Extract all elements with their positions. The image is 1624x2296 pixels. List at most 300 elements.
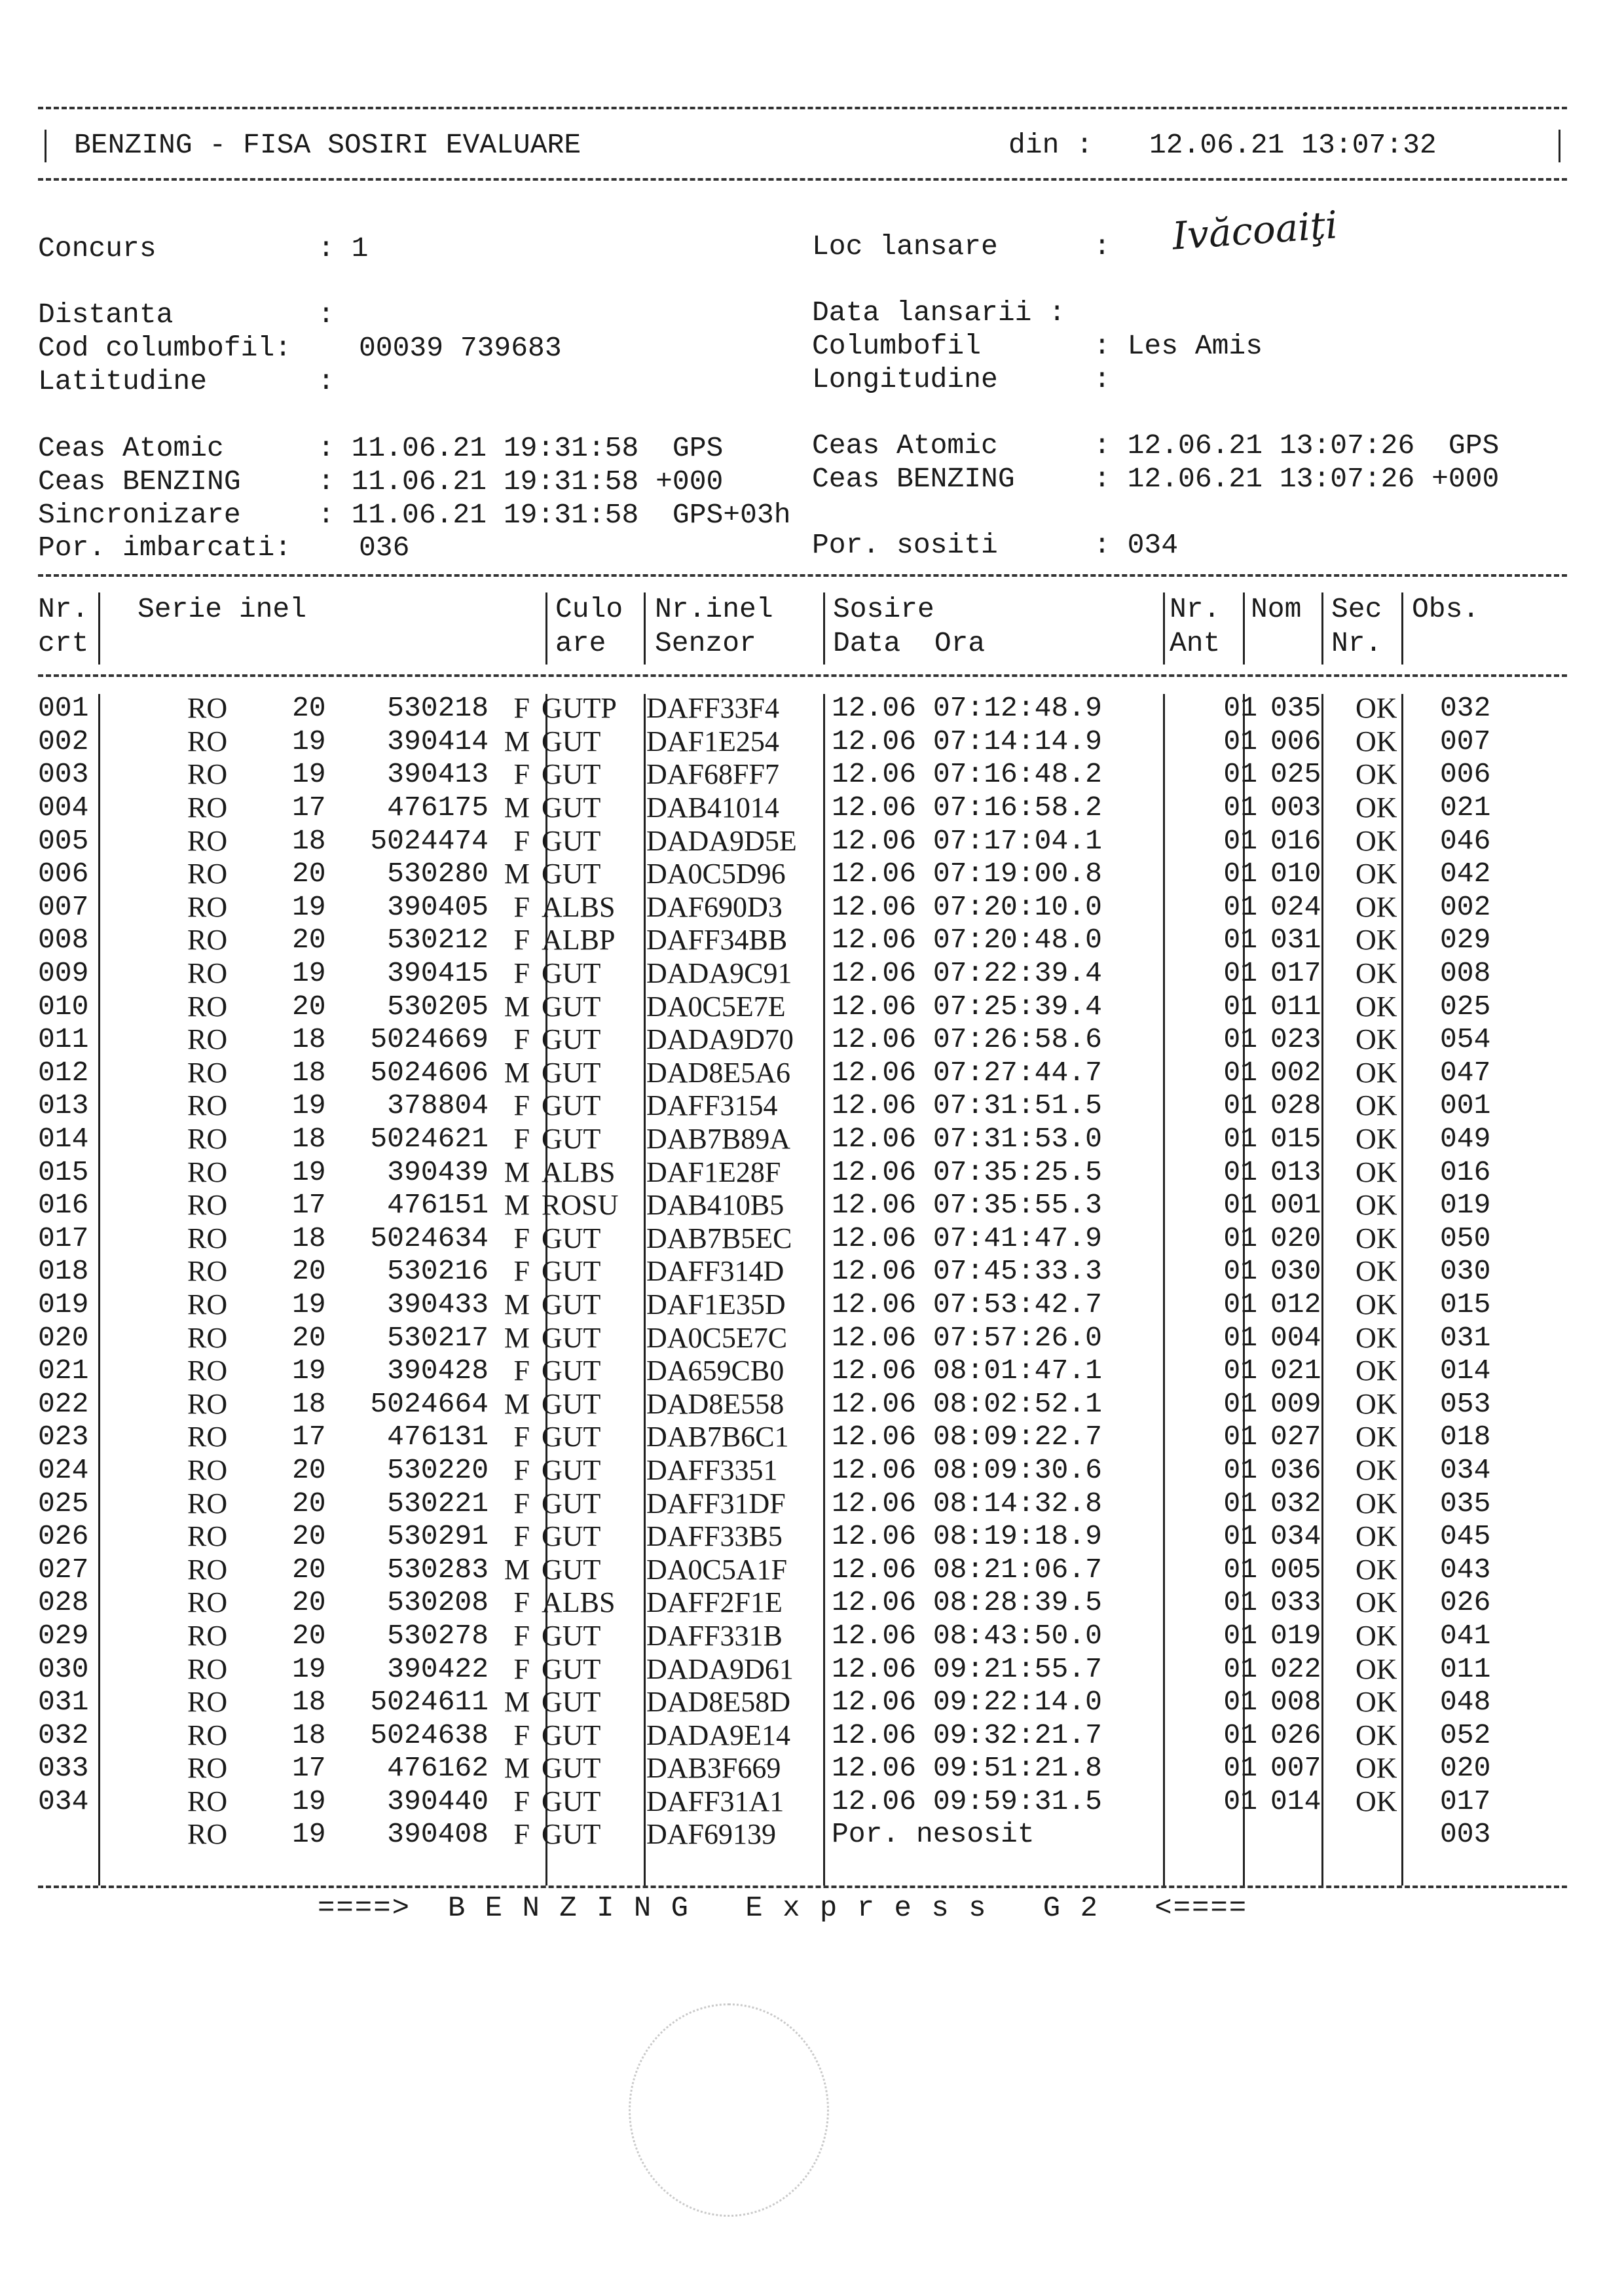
cell-cul: GUT <box>542 1619 601 1652</box>
cell-an: 20 <box>292 990 326 1023</box>
cell-tara: RO <box>187 824 228 857</box>
cell-sex: M <box>504 1553 530 1586</box>
header-right-bar <box>1559 130 1560 162</box>
cell-obs: 021 <box>1440 792 1491 824</box>
cell-senzor: DAD8E558 <box>646 1387 784 1420</box>
cell-an: 18 <box>292 824 326 857</box>
cell-cul: GUT <box>542 990 601 1023</box>
arrivals-table-body <box>38 692 1519 1851</box>
latitudine-label: Latitudine <box>38 365 208 397</box>
cell-nr: 004 <box>38 792 89 824</box>
cell-inel: 530291 <box>387 1520 489 1553</box>
table-row <box>38 1652 1519 1686</box>
cell-an: 19 <box>292 1818 326 1851</box>
cell-sosire: 12.06 09:32:21.7 <box>832 1719 1102 1751</box>
cell-senzor: DAF690D3 <box>646 890 783 923</box>
cell-obs: 002 <box>1440 890 1491 923</box>
table-row <box>38 1686 1519 1719</box>
cell-cul: GUT <box>542 858 601 890</box>
cell-an: 20 <box>292 1553 326 1586</box>
cell-sex: M <box>504 1686 530 1719</box>
col-culoare-line2: are <box>555 627 606 659</box>
cell-inel: 530283 <box>387 1553 489 1586</box>
cell-sec: OK <box>1356 1387 1397 1420</box>
cell-nom: 020 <box>1270 1222 1321 1254</box>
cell-obs: 054 <box>1440 1023 1491 1056</box>
table-bottom-rule <box>38 1886 1567 1888</box>
cell-sec: OK <box>1356 1421 1397 1453</box>
cell-obs: 018 <box>1440 1421 1491 1453</box>
cell-inel: 5024634 <box>370 1222 489 1254</box>
cell-an: 19 <box>292 1156 326 1188</box>
cell-cul: GUT <box>542 792 601 824</box>
col-ant-line2: Ant <box>1170 627 1221 659</box>
cell-obs: 043 <box>1440 1553 1491 1586</box>
cell-nom: 034 <box>1270 1520 1321 1553</box>
cell-ant: 01 <box>1223 1321 1257 1354</box>
cell-obs: 014 <box>1440 1355 1491 1387</box>
cell-sex: M <box>504 1156 530 1188</box>
cell-senzor: DA659CB0 <box>646 1355 784 1387</box>
cell-cul: GUT <box>542 1785 601 1817</box>
cell-sec: OK <box>1356 1089 1397 1122</box>
concurs-value: : 1 <box>318 232 369 264</box>
cell-cul: ALBS <box>542 1586 616 1619</box>
cell-obs: 046 <box>1440 824 1491 857</box>
cell-ant: 01 <box>1223 1553 1257 1586</box>
hdr-sep-2 <box>545 592 547 665</box>
longitudine-label: Longitudine <box>812 363 998 395</box>
cell-ant: 01 <box>1223 924 1257 957</box>
cell-sosire: 12.06 09:59:31.5 <box>832 1785 1102 1817</box>
cell-sec: OK <box>1356 1189 1397 1222</box>
table-row <box>38 1355 1519 1388</box>
footer-banner: ====> B E N Z I N G E x p r e s s G 2 <==== <box>318 1892 1248 1925</box>
cell-sosire: 12.06 07:20:48.0 <box>832 924 1102 957</box>
cell-an: 20 <box>292 858 326 890</box>
cell-sec: OK <box>1356 1355 1397 1387</box>
cell-ant: 01 <box>1223 792 1257 824</box>
cell-cul: GUT <box>542 1520 601 1553</box>
cell-tara: RO <box>187 725 228 757</box>
col-sec-line2: Nr. <box>1331 627 1382 659</box>
cell-cul: GUT <box>542 1686 601 1719</box>
longitudine-value: : <box>1094 363 1111 395</box>
table-row <box>38 1222 1519 1256</box>
cell-inel: 530212 <box>387 924 489 957</box>
table-row <box>38 1785 1519 1819</box>
cell-sosire: Por. nesosit <box>832 1818 1035 1851</box>
cell-obs: 041 <box>1440 1619 1491 1652</box>
cell-nom: 015 <box>1270 1123 1321 1156</box>
cell-nr: 018 <box>38 1255 89 1288</box>
cell-cul: ALBP <box>542 924 616 957</box>
cell-nr: 034 <box>38 1785 89 1817</box>
cell-nr: 013 <box>38 1089 89 1122</box>
cell-inel: 390422 <box>387 1652 489 1685</box>
report-date-label: din : <box>1008 129 1094 161</box>
cell-obs: 006 <box>1440 758 1491 791</box>
table-row <box>38 1487 1519 1520</box>
cell-sec: OK <box>1356 1023 1397 1056</box>
cell-tara: RO <box>187 1189 228 1222</box>
cell-senzor: DADA9D70 <box>646 1023 794 1056</box>
cell-an: 20 <box>292 1453 326 1486</box>
cell-obs: 031 <box>1440 1321 1491 1354</box>
table-row <box>38 1586 1519 1620</box>
col-nr-line1: Nr. <box>38 593 89 625</box>
loc-lansare-label: Loc lansare <box>812 230 998 263</box>
cell-nom: 001 <box>1270 1189 1321 1222</box>
cell-inel: 5024638 <box>370 1719 489 1751</box>
cell-tara: RO <box>187 1387 228 1420</box>
cell-sosire: 12.06 07:53:42.7 <box>832 1288 1102 1321</box>
cell-sex: F <box>513 824 530 857</box>
cell-nom: 033 <box>1270 1586 1321 1619</box>
cell-nr: 007 <box>38 890 89 923</box>
cell-nr: 015 <box>38 1156 89 1188</box>
cell-inel: 476151 <box>387 1189 489 1222</box>
cell-sosire: 12.06 07:41:47.9 <box>832 1222 1102 1254</box>
cell-an: 20 <box>292 692 326 725</box>
cell-cul: GUT <box>542 1089 601 1122</box>
cell-sex: F <box>513 758 530 791</box>
table-row <box>38 824 1519 858</box>
cell-sosire: 12.06 08:19:18.9 <box>832 1520 1102 1553</box>
cell-sosire: 12.06 07:12:48.9 <box>832 692 1102 725</box>
cell-an: 20 <box>292 1255 326 1288</box>
cell-inel: 390415 <box>387 957 489 990</box>
cell-sec: OK <box>1356 1553 1397 1586</box>
cell-tara: RO <box>187 1818 228 1851</box>
ceas-atomic-end-value: : 12.06.21 13:07:26 GPS <box>1094 429 1500 462</box>
imbarcati-label: Por. imbarcati: <box>38 532 292 564</box>
cell-ant: 01 <box>1223 1387 1257 1420</box>
cell-sex: F <box>513 1818 530 1851</box>
cell-ant: 01 <box>1223 1520 1257 1553</box>
table-row <box>38 1818 1519 1851</box>
cell-tara: RO <box>187 957 228 990</box>
cell-cul: GUT <box>542 1487 601 1520</box>
cell-tara: RO <box>187 1023 228 1056</box>
ceas-benzing-end-value: : 12.06.21 13:07:26 +000 <box>1094 463 1500 495</box>
cell-cul: GUTP <box>542 692 617 725</box>
cell-senzor: DAFF31A1 <box>646 1785 784 1817</box>
table-header-bottom-rule <box>38 674 1567 677</box>
cell-obs: 050 <box>1440 1222 1491 1254</box>
cell-sex: M <box>504 725 530 757</box>
cell-ant: 01 <box>1223 1453 1257 1486</box>
cell-cul: GUT <box>542 758 601 791</box>
cell-senzor: DAD8E58D <box>646 1686 790 1719</box>
cell-sosire: 12.06 07:14:14.9 <box>832 725 1102 757</box>
cell-nr <box>38 1818 122 1851</box>
cell-sex: F <box>513 1652 530 1685</box>
hdr-sep-8 <box>1401 592 1403 665</box>
table-row <box>38 1752 1519 1785</box>
cell-sex: M <box>504 1056 530 1089</box>
cell-sosire: 12.06 07:17:04.1 <box>832 824 1102 857</box>
cell-cul: GUT <box>542 1321 601 1354</box>
cell-sosire: 12.06 07:45:33.3 <box>832 1255 1102 1288</box>
cell-ant: 01 <box>1223 1123 1257 1156</box>
cell-tara: RO <box>187 1355 228 1387</box>
cell-nr: 027 <box>38 1553 89 1586</box>
cell-sex: F <box>513 1453 530 1486</box>
cell-cul: ROSU <box>542 1189 619 1222</box>
hdr-sep-1 <box>98 592 100 665</box>
cell-nom: 003 <box>1270 792 1321 824</box>
cell-tara: RO <box>187 1321 228 1354</box>
cell-ant: 01 <box>1223 1023 1257 1056</box>
cell-nr: 028 <box>38 1586 89 1619</box>
cell-ant: 01 <box>1223 1222 1257 1254</box>
cell-inel: 390408 <box>387 1818 489 1851</box>
sositi-value: : 034 <box>1094 529 1179 561</box>
cell-sosire: 12.06 08:01:47.1 <box>832 1355 1102 1387</box>
sositi-label: Por. sositi <box>812 529 998 561</box>
cell-nom: 024 <box>1270 890 1321 923</box>
cell-sex: F <box>513 957 530 990</box>
hdr-sep-6 <box>1243 592 1245 665</box>
cell-an: 18 <box>292 1387 326 1420</box>
cell-sec: OK <box>1356 990 1397 1023</box>
cell-nom: 022 <box>1270 1652 1321 1685</box>
cell-cul: GUT <box>542 957 601 990</box>
cell-nr: 017 <box>38 1222 89 1254</box>
cell-nom: 014 <box>1270 1785 1321 1817</box>
cell-tara: RO <box>187 758 228 791</box>
cell-an: 20 <box>292 1321 326 1354</box>
report-date-value: 12.06.21 13:07:32 <box>1149 129 1437 161</box>
cell-senzor: DA0C5D96 <box>646 858 786 890</box>
cell-sosire: 12.06 07:20:10.0 <box>832 890 1102 923</box>
loc-lansare-colon: : <box>1094 230 1111 263</box>
table-row <box>38 1288 1519 1322</box>
col-sosire-line2: Data Ora <box>833 627 986 659</box>
cell-sex: F <box>513 1355 530 1387</box>
cell-sec: OK <box>1356 1785 1397 1817</box>
cell-an: 19 <box>292 890 326 923</box>
cell-an: 17 <box>292 1189 326 1222</box>
cell-ant: 01 <box>1223 1421 1257 1453</box>
cell-an: 18 <box>292 1056 326 1089</box>
cell-sec: OK <box>1356 1321 1397 1354</box>
data-lansarii-label: Data lansarii : <box>812 297 1066 329</box>
col-nr-inel-line2: Senzor <box>655 627 756 659</box>
table-row <box>38 1023 1519 1057</box>
cell-inel: 390433 <box>387 1288 489 1321</box>
cell-senzor: DA0C5A1F <box>646 1553 788 1586</box>
col-ant-line1: Nr. <box>1170 593 1221 625</box>
cell-inel: 390413 <box>387 758 489 791</box>
ceas-benzing-start-value: : 11.06.21 19:31:58 +000 <box>318 465 724 498</box>
cell-sec: OK <box>1356 1156 1397 1188</box>
cell-nr: 025 <box>38 1487 89 1520</box>
hdr-sep-5 <box>1163 592 1165 665</box>
cell-ant: 01 <box>1223 1189 1257 1222</box>
cell-senzor: DAB7B89A <box>646 1123 791 1156</box>
cell-nom: 016 <box>1270 824 1321 857</box>
cell-an: 19 <box>292 1355 326 1387</box>
col-nom: Nom <box>1251 593 1302 625</box>
col-nr-inel-line1: Nr.inel <box>655 593 773 625</box>
cell-an: 20 <box>292 1586 326 1619</box>
cell-senzor: DAFF2F1E <box>646 1586 783 1619</box>
cell-nr: 029 <box>38 1619 89 1652</box>
cell-sec: OK <box>1356 1619 1397 1652</box>
cell-senzor: DAFF3154 <box>646 1089 778 1122</box>
col-obs: Obs. <box>1412 593 1480 625</box>
table-row <box>38 858 1519 891</box>
cell-tara: RO <box>187 1222 228 1254</box>
cell-inel: 390414 <box>387 725 489 757</box>
table-row <box>38 1454 1519 1487</box>
cell-ant: 01 <box>1223 1089 1257 1122</box>
cell-sex: F <box>513 1255 530 1288</box>
cell-nom: 011 <box>1270 990 1321 1023</box>
cell-inel: 530221 <box>387 1487 489 1520</box>
cell-ant: 01 <box>1223 1156 1257 1188</box>
cell-sosire: 12.06 07:31:51.5 <box>832 1089 1102 1122</box>
cell-sec: OK <box>1356 1586 1397 1619</box>
cell-cul: ALBS <box>542 890 616 923</box>
table-row <box>38 1387 1519 1421</box>
cell-senzor: DAF1E35D <box>646 1288 786 1321</box>
cell-ant: 01 <box>1223 1288 1257 1321</box>
cell-sosire: 12.06 07:16:48.2 <box>832 758 1102 791</box>
table-row <box>38 1620 1519 1653</box>
cell-nr: 011 <box>38 1023 89 1056</box>
cell-senzor: DAB7B5EC <box>646 1222 792 1254</box>
cell-tara: RO <box>187 990 228 1023</box>
cell-sex: F <box>513 924 530 957</box>
cell-tara: RO <box>187 1421 228 1453</box>
cell-senzor: DAFF3351 <box>646 1453 778 1486</box>
cell-nom: 021 <box>1270 1355 1321 1387</box>
cell-tara: RO <box>187 890 228 923</box>
cell-nr: 023 <box>38 1421 89 1453</box>
table-row <box>38 1421 1519 1454</box>
cell-sex: F <box>513 890 530 923</box>
cell-nr: 030 <box>38 1652 89 1685</box>
cell-senzor: DA0C5E7E <box>646 990 786 1023</box>
cell-tara: RO <box>187 1288 228 1321</box>
cell-inel: 530280 <box>387 858 489 890</box>
cell-inel: 476162 <box>387 1752 489 1785</box>
cell-nom: 030 <box>1270 1255 1321 1288</box>
cell-an: 18 <box>292 1123 326 1156</box>
cell-nr: 031 <box>38 1686 89 1719</box>
table-row <box>38 1255 1519 1288</box>
cell-senzor: DAF1E28F <box>646 1156 781 1188</box>
cell-sec: OK <box>1356 957 1397 990</box>
hdr-sep-7 <box>1321 592 1323 665</box>
cell-obs: 035 <box>1440 1487 1491 1520</box>
cell-inel: 390405 <box>387 890 489 923</box>
cell-nom: 032 <box>1270 1487 1321 1520</box>
cell-sec: OK <box>1356 1255 1397 1288</box>
sincronizare-value: : 11.06.21 19:31:58 GPS+03h <box>318 499 791 531</box>
cell-nr: 010 <box>38 990 89 1023</box>
col-sosire-line1: Sosire <box>833 593 934 625</box>
cell-tara: RO <box>187 924 228 957</box>
cell-sex: M <box>504 1752 530 1785</box>
table-row <box>38 1553 1519 1586</box>
cell-sec <box>1349 1818 1431 1851</box>
cell-nr: 022 <box>38 1387 89 1420</box>
cell-tara: RO <box>187 1785 228 1817</box>
cell-cul: GUT <box>542 824 601 857</box>
cell-sosire: 12.06 08:02:52.1 <box>832 1387 1102 1420</box>
cell-cul: GUT <box>542 1222 601 1254</box>
cell-sosire: 12.06 08:09:22.7 <box>832 1421 1102 1453</box>
cell-cul: GUT <box>542 1553 601 1586</box>
cell-tara: RO <box>187 1520 228 1553</box>
cell-senzor: DADA9C91 <box>646 957 792 990</box>
cell-obs: 049 <box>1440 1123 1491 1156</box>
cell-inel: 476175 <box>387 792 489 824</box>
cell-inel: 476131 <box>387 1421 489 1453</box>
cell-obs: 003 <box>1440 1818 1491 1851</box>
cell-an: 18 <box>292 1686 326 1719</box>
cell-cul: GUT <box>542 1652 601 1685</box>
ceas-atomic-end-label: Ceas Atomic <box>812 429 998 462</box>
cell-nom: 004 <box>1270 1321 1321 1354</box>
cell-sosire: 12.06 08:21:06.7 <box>832 1553 1102 1586</box>
hdr-sep-4 <box>823 592 825 665</box>
cell-inel: 530220 <box>387 1453 489 1486</box>
cell-ant: 01 <box>1223 1686 1257 1719</box>
cell-obs: 029 <box>1440 924 1491 957</box>
cell-senzor: DAB41014 <box>646 792 779 824</box>
cell-sex: F <box>513 1222 530 1254</box>
columbofil-value: : Les Amis <box>1094 330 1263 362</box>
table-row <box>38 1123 1519 1156</box>
ceas-benzing-start-label: Ceas BENZING <box>38 465 241 498</box>
cell-tara: RO <box>187 1686 228 1719</box>
cell-senzor: DAFF34BB <box>646 924 788 957</box>
ceas-atomic-start-value: : 11.06.21 19:31:58 GPS <box>318 432 724 464</box>
cell-an: 20 <box>292 924 326 957</box>
cell-nom: 023 <box>1270 1023 1321 1056</box>
cell-an: 20 <box>292 1520 326 1553</box>
cell-obs: 045 <box>1440 1520 1491 1553</box>
cell-sosire: 12.06 07:19:00.8 <box>832 858 1102 890</box>
cell-sosire: 12.06 07:22:39.4 <box>832 957 1102 990</box>
cell-cul: GUT <box>542 725 601 757</box>
cell-nom: 010 <box>1270 858 1321 890</box>
cell-sex: M <box>504 858 530 890</box>
cell-ant: 01 <box>1223 1586 1257 1619</box>
cell-ant: 01 <box>1223 1056 1257 1089</box>
cell-obs: 017 <box>1440 1785 1491 1817</box>
cell-sex: M <box>504 792 530 824</box>
cell-nr: 005 <box>38 824 89 857</box>
cell-sex: M <box>504 990 530 1023</box>
cell-obs: 016 <box>1440 1156 1491 1188</box>
col-nr-line2: crt <box>38 627 89 659</box>
cell-ant: 01 <box>1223 1752 1257 1785</box>
cell-nr: 014 <box>38 1123 89 1156</box>
cell-nr: 019 <box>38 1288 89 1321</box>
cell-an: 17 <box>292 792 326 824</box>
cell-sex: F <box>513 1619 530 1652</box>
cell-sosire: 12.06 08:43:50.0 <box>832 1619 1102 1652</box>
cell-inel: 530218 <box>387 692 489 725</box>
cell-nom: 025 <box>1270 758 1321 791</box>
cell-ant: 01 <box>1223 957 1257 990</box>
